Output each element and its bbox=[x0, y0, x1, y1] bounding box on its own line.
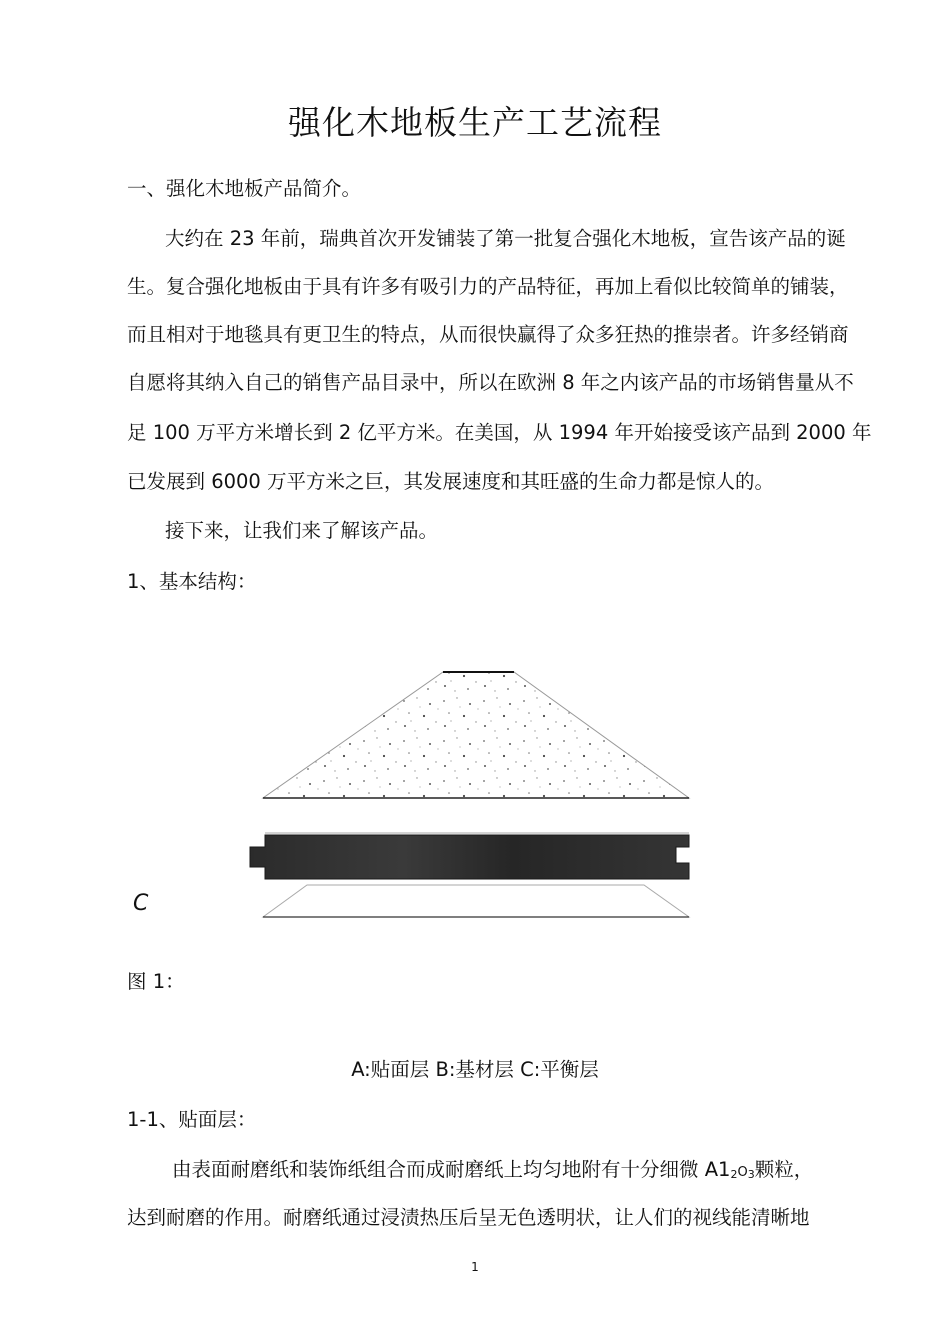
figure-label: 图 1： bbox=[127, 970, 185, 993]
section-heading: 一、强化木地板产品简介。 bbox=[127, 177, 362, 200]
paragraph-line: 而且相对于地毯具有更卫生的特点，从而很快赢得了众多狂热的推崇者。许多经销商 bbox=[127, 323, 849, 346]
paragraph-text: O bbox=[737, 1165, 748, 1180]
paragraph-line: 生。复合强化地板由于具有许多有吸引力的产品特征，再加上看似比较简单的铺装， bbox=[127, 275, 849, 298]
paragraph-text: 由表面耐磨纸和装饰纸组合而成耐磨纸上均匀地附有十分细微 A1 bbox=[172, 1158, 731, 1181]
laminate-structure-drawing bbox=[120, 655, 720, 930]
laminate-structure-figure bbox=[120, 655, 720, 930]
paragraph-line: 达到耐磨的作用。耐磨纸通过浸渍热压后呈无色透明状，让人们的视线能清晰地 bbox=[127, 1206, 810, 1229]
paragraph-line: 足 100 万平方米增长到 2 亿平方米。在美国，从 1994 年开始接受该产品到 2000 年 bbox=[127, 421, 872, 444]
subheading: 1-1、贴面层： bbox=[127, 1108, 257, 1131]
paragraph-line: 已发展到 6000 万平方米之巨，其发展速度和其旺盛的生命力都是惊人的。 bbox=[127, 470, 775, 493]
surface-layer-shape bbox=[263, 672, 689, 798]
figure-caption: A:贴面层 B:基材层 C:平衡层 bbox=[351, 1058, 599, 1081]
paragraph-line bbox=[172, 1156, 884, 1189]
subscript: 3 bbox=[747, 1168, 755, 1181]
subscript: 2 bbox=[730, 1168, 738, 1181]
paragraph-text: 颗粒， bbox=[754, 1158, 814, 1181]
paragraph-line: 大约在 23 年前，瑞典首次开发铺装了第一批复合强化木地板，宣告该产品的诞 bbox=[165, 227, 846, 250]
figure-letter-c: C bbox=[133, 891, 149, 916]
document-title: 强化木地板生产工艺流程 bbox=[288, 103, 662, 142]
page-number: 1 bbox=[471, 1260, 479, 1274]
paragraph-line: 自愿将其纳入自己的销售产品目录中，所以在欧洲 8 年之内该产品的市场销售量从不 bbox=[127, 371, 854, 394]
subheading: 1、基本结构： bbox=[127, 570, 257, 593]
core-board-shape bbox=[250, 835, 689, 879]
paragraph-line: 接下来，让我们来了解该产品。 bbox=[165, 519, 439, 542]
